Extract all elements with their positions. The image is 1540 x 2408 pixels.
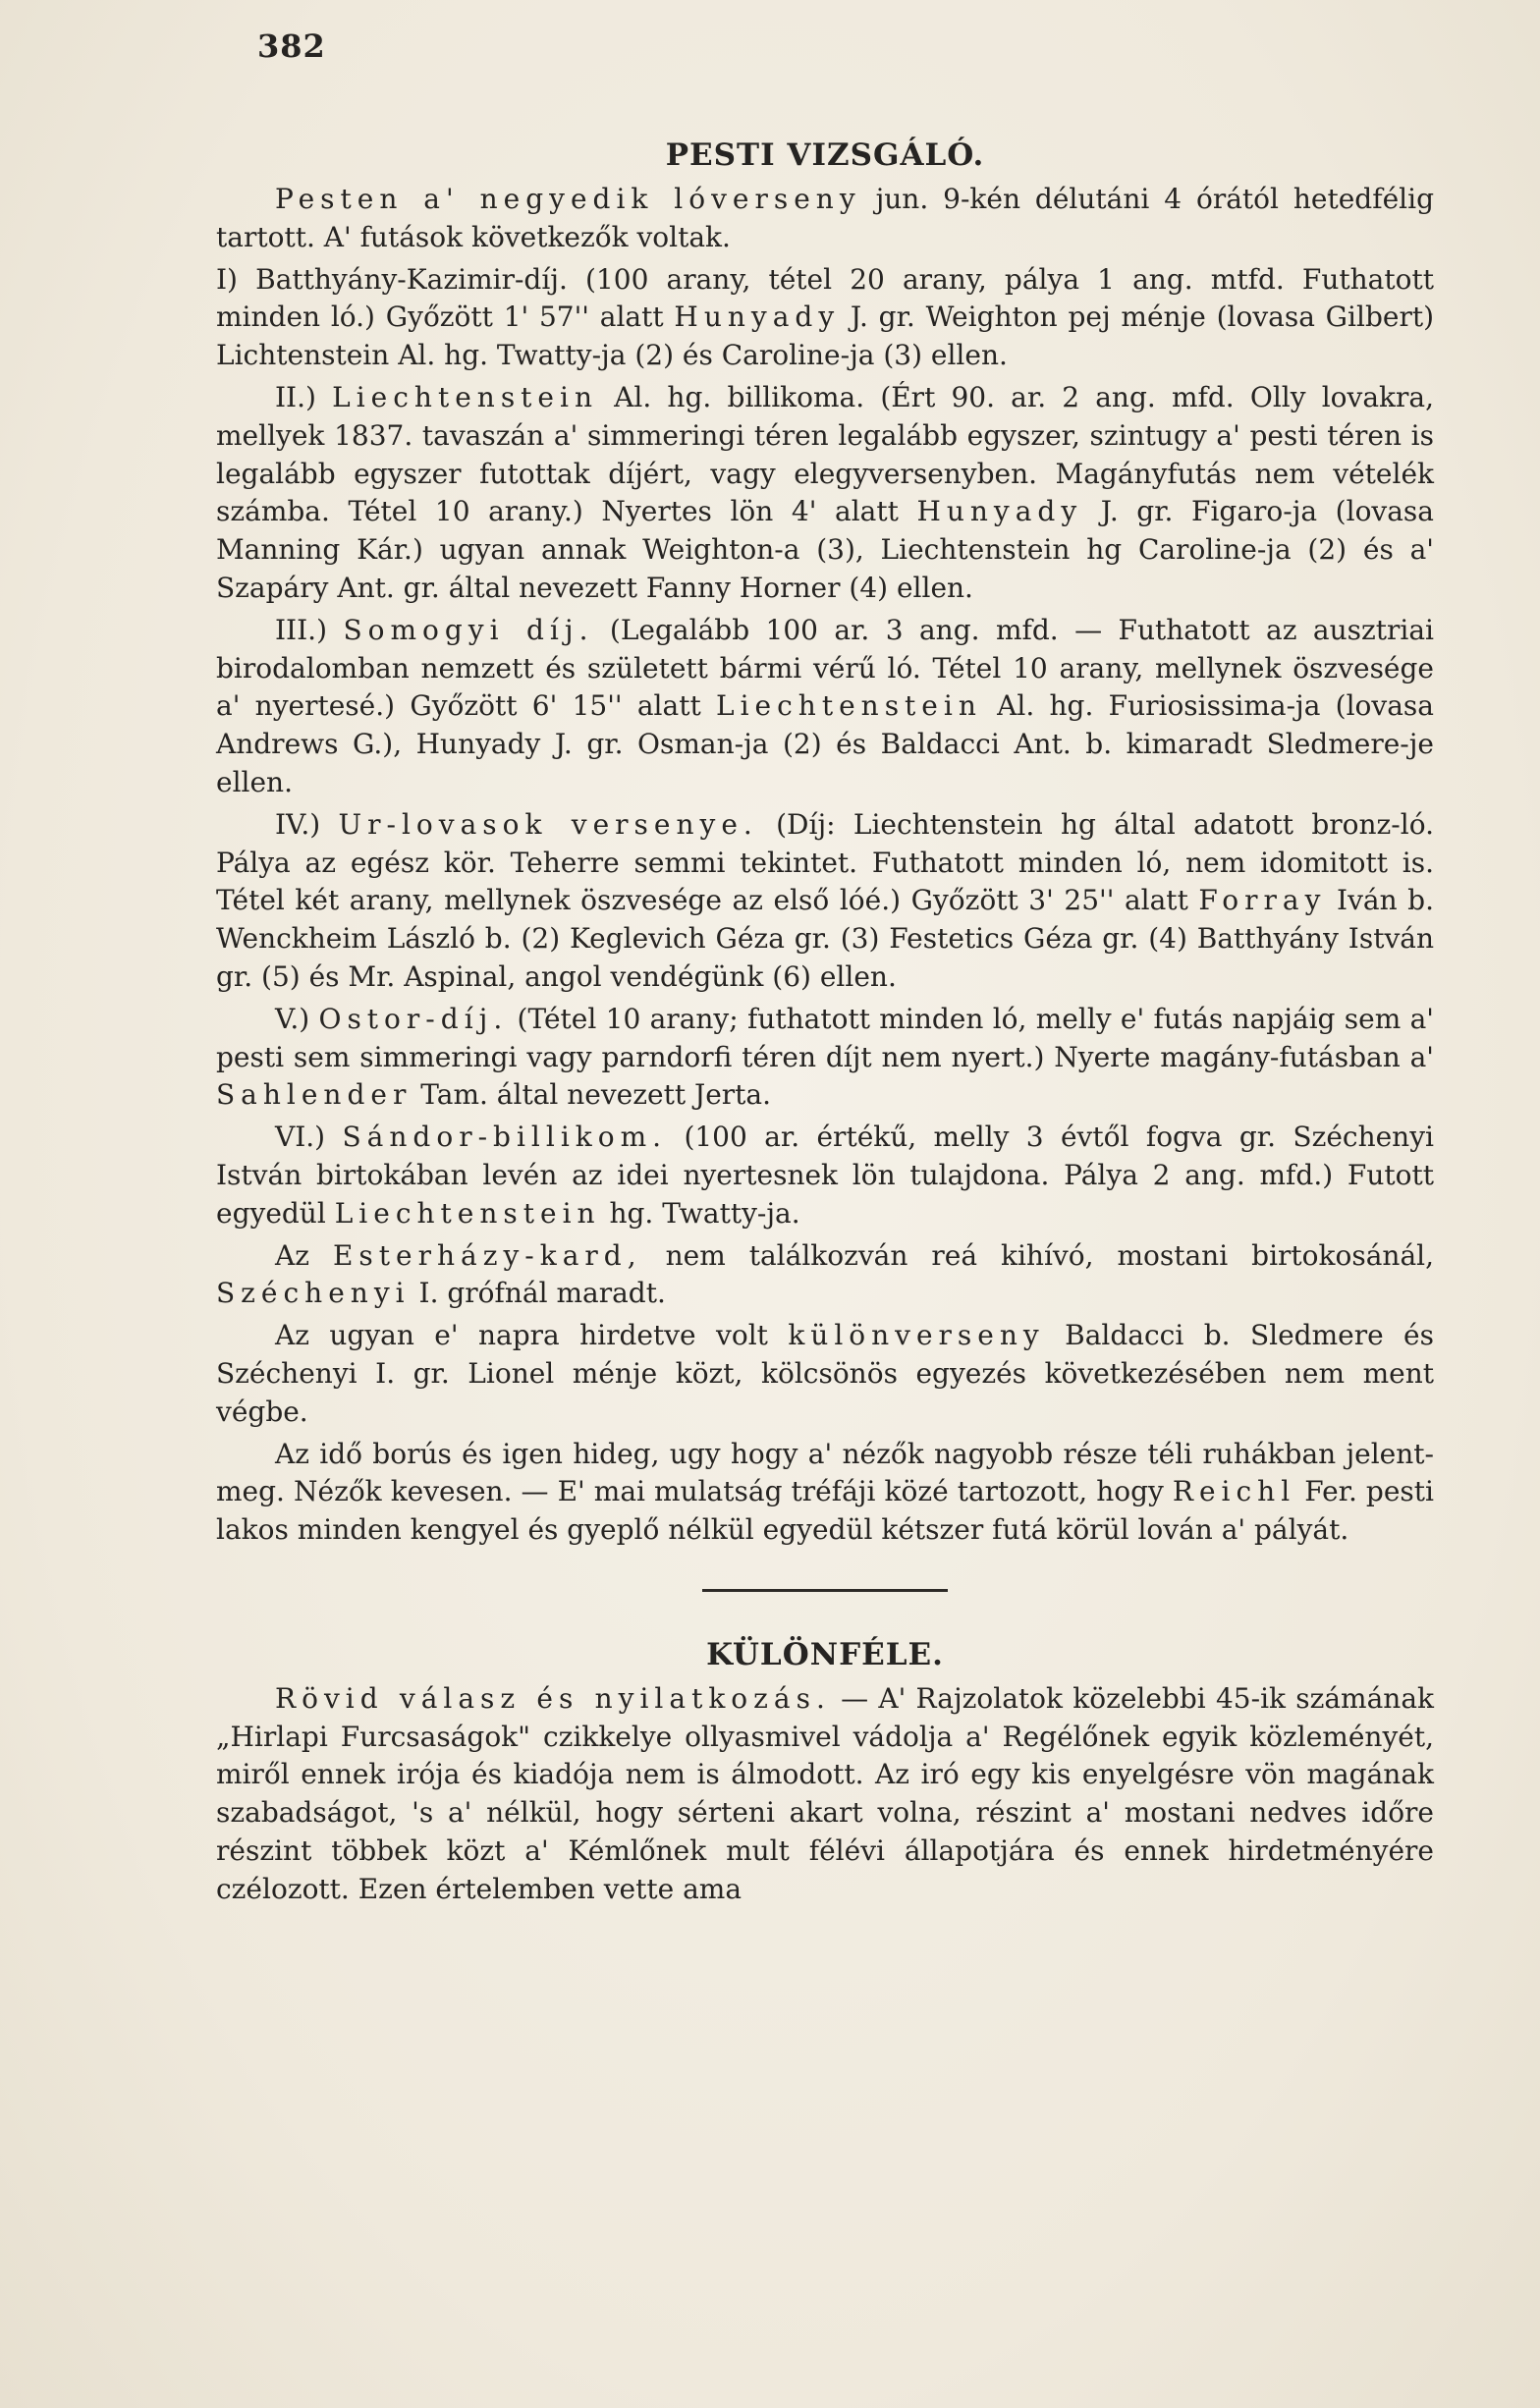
paragraph-intro: Pesten a' negyedik lóverseny jun. 9-kén délutáni 4 órától hetedfélig tartott. A' futások következők voltak. [216, 183, 1434, 253]
paragraph-race-5: V.) Ostor-díj. (Tétel 10 arany; futhatott minden ló, melly e' futás napjáig sem a' pesti sem simmeringi vagy parndorfi téren díjt nem nyert.) Nyerte magány-futásban a' Sahlender Tam. által nevezett Jerta. [216, 1002, 1434, 1112]
section-divider [702, 1589, 948, 1592]
paragraph-race-6: VI.) Sándor-billikom. (100 ar. értékű, melly 3 évtől fogva gr. Széchenyi István birtokában levén az idei nyertesnek lön tulajdona. Pálya 2 ang. mfd.) Futott egyedül Liechtenstein hg. Twatty-ja. [216, 1121, 1434, 1230]
section-title-pesti-vizsgalo: PESTI VIZSGÁLÓ. [665, 137, 985, 173]
paragraph-esterhazy-kard: Az Esterházy-kard, nem találkozván reá kihívó, mostani birtokosánál, Széchenyi I. grófnál maradt. [216, 1238, 1434, 1310]
paragraph-race-1: I) Batthyány-Kazimir-díj. (100 arany, tétel 20 arany, pálya 1 ang. mtfd. Futhatott minden ló.) Győzött 1' 57'' alatt Hunyady J. gr. Weighton pej ménje (lovasa Gilbert) Lichtenstein Al. hg. Twatty-ja (2) és Caroline-ja (3) ellen. [216, 262, 1435, 372]
paragraph-weather: Az idő borús és igen hideg, ugy hogy a' nézők nagyobb része téli ruhákban jelent-meg. Nézők kevesen. — E' mai mulatság tréfáji közé tartozott, hogy Reichl Fer. pesti lakos minden kengyel és gyeplő nélkül egyedül kétszer futá körül lován a' pályát. [216, 1437, 1435, 1547]
page-content [216, 136, 1434, 1913]
section-title-kulonfele: KÜLÖNFÉLE. [706, 1636, 944, 1672]
paragraph-kulonverseny: Az ugyan e' napra hirdetve volt különverseny Baldacci b. Sledmere és Széchenyi I. gr. Lionel ménje közt, kölcsönös egyezés következésében nem ment végbe. [216, 1319, 1434, 1428]
paragraph-race-2: II.) Liechtenstein Al. hg. billikoma. (Ért 90. ar. 2 ang. mfd. Olly lovakra, mellyek 1837. tavaszán a' simmeringi téren legalább egyszer, szintugy a' pesti téren is legalább egyszer futottak díjért, vagy elegyversenyben. Magányfutás nem vételék számba. Tétel 10 arany.) Nyertes lön 4' alatt Hunyady J. gr. Figaro-ja (lovasa Manning Kár.) ugyan annak Weighton-a (3), Liechtenstein hg Caroline-ja (2) és a' Szapáry Ant. gr. által nevezett Fanny Horner (4) ellen. [216, 380, 1434, 604]
page-number: 382 [257, 27, 326, 65]
paragraph-rovid-valasz: Rövid válasz és nyilatkozás. — A' Rajzolatok közelebbi 45-ik számának „Hirlapi Furcsaságok" czikkelye ollyasmivel vádolja a' Regélőnek egyik közleményét, miről ennek irója és kiadója nem is álmodott. Az iró egy kis enyelgésre vön magának szabadságot, 's a' nélkül, hogy sérteni akart volna, részint a' mostani nedves időre részint többek közt a' Kémlőnek mult félévi állapotjára és ennek hirdetményére czélozott. Ezen értelemben vette ama [216, 1681, 1434, 1905]
paragraph-race-4: IV.) Ur-lovasok versenye. (Díj: Liechtenstein hg által adatott bronz-ló. Pálya az egész kör. Teherre semmi tekintet. Futhatott minden ló, nem idomitott is. Tétel két arany, mellynek öszvesége az első lóé.) Győzött 3' 25'' alatt Forray Iván b. Wenckheim László b. (2) Keglevich Géza gr. (3) Festetics Géza gr. (4) Batthyány István gr. (5) és Mr. Aspinal, angol vendégünk (6) ellen. [216, 807, 1434, 993]
paragraph-race-3: III.) Somogyi díj. (Legalább 100 ar. 3 ang. mfd. — Futhatott az ausztriai birodalomban nemzett és született bármi vérű ló. Tétel 10 arany, mellynek öszvesége a' nyertesé.) Győzött 6' 15'' alatt Liechtenstein Al. hg. Furiosissima-ja (lovasa Andrews G.), Hunyady J. gr. Osman-ja (2) és Baldacci Ant. b. kimaradt Sledmere-je ellen. [216, 613, 1434, 798]
